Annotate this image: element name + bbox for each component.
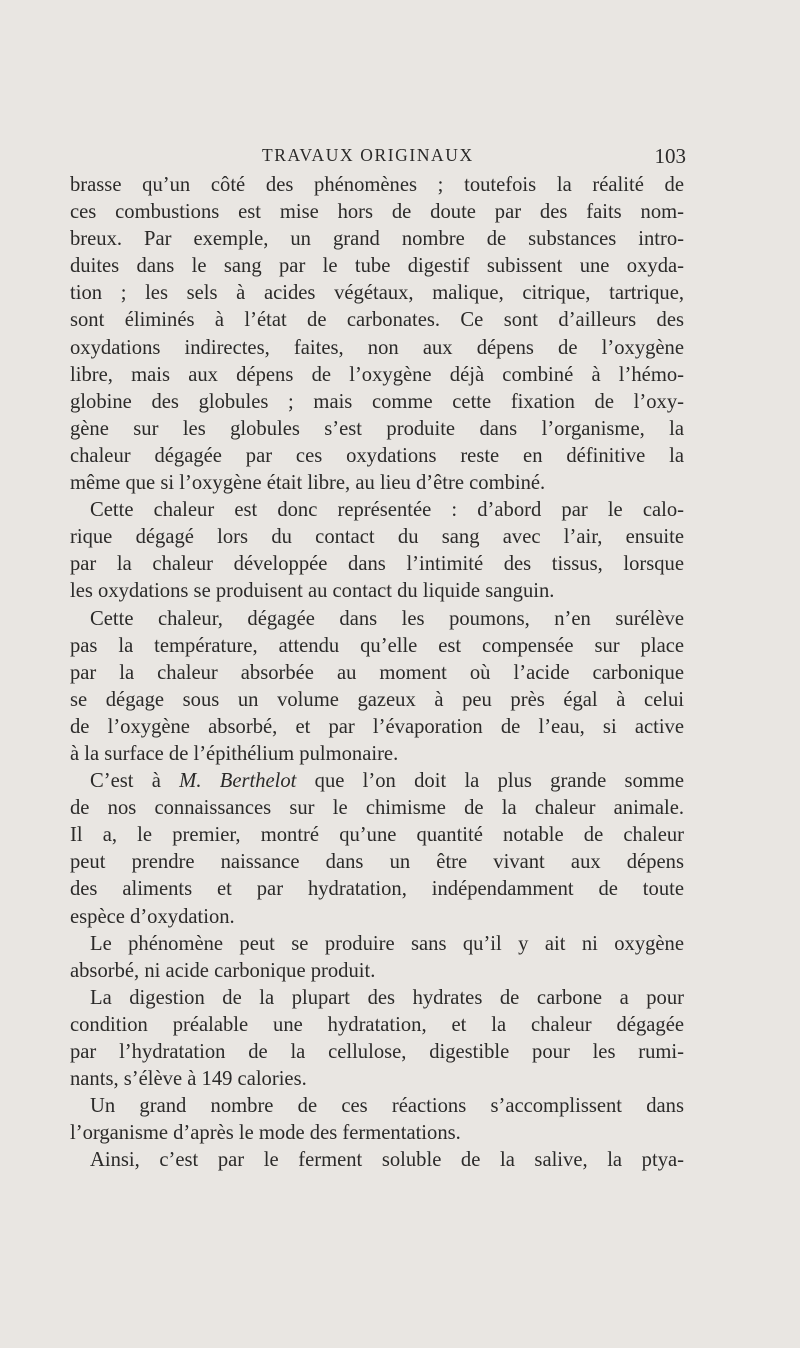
text-line: Ainsi, c’est par le ferment soluble de la salive, la ptya- (90, 1149, 684, 1172)
body-text (70, 172, 684, 1174)
text-line: par la chaleur absorbée au moment où l’acide carbonique (70, 661, 684, 684)
text-line: gène sur les globules s’est produite dans l’organisme, la (70, 417, 684, 440)
text-line: à la surface de l’épithélium pulmonaire. (70, 742, 399, 765)
person-name-berthelot: M. Berthelot (179, 770, 297, 793)
text-line: tion ; les sels à acides végétaux, malique, citrique, tartrique, (70, 282, 684, 305)
text-line: Cette chaleur est donc représentée : d’abord par le calo- (90, 499, 684, 522)
text-line: globine des globules ; mais comme cette fixation de l’oxy- (70, 390, 684, 413)
text-line: par l’hydratation de la cellulose, digestible pour les rumi- (70, 1041, 684, 1063)
text-line: duites dans le sang par le tube digestif subissent une oxyda- (70, 255, 684, 278)
text-line: La digestion de la plupart des hydrates de carbone a pour (90, 986, 684, 1009)
text-line: de l’oxygène absorbé, et par l’évaporation de l’eau, si active (70, 715, 684, 738)
text-line: même que si l’oxygène était libre, au lieu d’être combiné. (70, 472, 546, 495)
page-header (70, 140, 684, 170)
text-line-berthelot (70, 768, 684, 795)
text-line: Un grand nombre de ces réactions s’accomplissent dans (90, 1095, 684, 1118)
text-line: pas la température, attendu qu’elle est compensée sur place (70, 634, 684, 657)
text-line: nants, s’élève à 149 calories. (70, 1068, 307, 1091)
text-line: peut prendre naissance dans un être vivant aux dépens (70, 851, 684, 874)
text-line: Cette chaleur, dégagée dans les poumons, n’en surélève (90, 607, 684, 630)
text-line: Il a, le premier, montré qu’une quantité notable de chaleur (70, 824, 684, 847)
text-line: absorbé, ni acide carbonique produit. (70, 959, 376, 982)
text-line: des aliments et par hydratation, indépendamment de toute (70, 878, 684, 901)
text-fragment: C’est à (90, 770, 180, 793)
text-line: se dégage sous un volume gazeux à peu près égal à celui (70, 688, 684, 711)
text-line: de nos connaissances sur le chimisme de la chaleur animale. (70, 797, 684, 820)
text-line: oxydations indirectes, faites, non aux dépens de l’oxygène (70, 336, 684, 359)
text-line: breux. Par exemple, un grand nombre de substances intro- (70, 228, 684, 251)
text-line: brasse qu’un côté des phénomènes ; toutefois la réalité de (70, 174, 684, 196)
text-line: espèce d’oxydation. (70, 905, 235, 928)
text-line: ces combustions est mise hors de doute par des faits nom- (70, 201, 684, 224)
text-fragment: que l’on doit la plus grande somme (296, 770, 684, 793)
text-line: Le phénomène peut se produire sans qu’il y ait ni oxygène (90, 932, 684, 955)
text-line: par la chaleur développée dans l’intimité des tissus, lorsque (70, 553, 684, 576)
text-line: sont éliminés à l’état de carbonates. Ce sont d’ailleurs des (70, 309, 684, 332)
text-line: l’organisme d’après le mode des fermentations. (70, 1122, 461, 1145)
text-line: chaleur dégagée par ces oxydations reste en définitive la (70, 444, 684, 467)
text-line: libre, mais aux dépens de l’oxygène déjà combiné à l’hémo- (70, 363, 684, 386)
text-line: condition préalable une hydratation, et la chaleur dégagée (70, 1013, 684, 1036)
text-line: rique dégagé lors du contact du sang avec l’air, ensuite (70, 526, 684, 549)
running-title: TRAVAUX ORIGINAUX (262, 145, 474, 165)
page-number: 103 (654, 144, 686, 168)
text-line: les oxydations se produisent au contact du liquide sanguin. (70, 580, 555, 603)
